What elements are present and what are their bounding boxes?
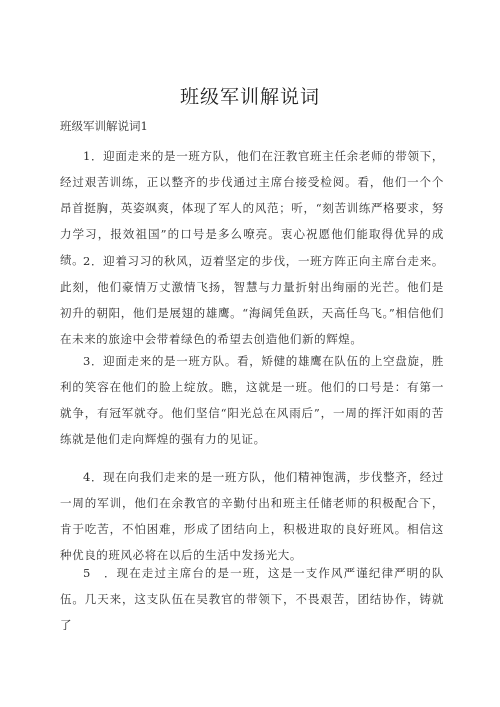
paragraph-2: 2．迎着习习的秋风，迈着坚定的步伐，一班方阵正向主席台走来。此刻，他们豪情万丈激情飞扬，智慧与力量折射出绚丽的光芒。他们是初升的朝阳，他们是展翅的雄鹰。“海阔凭鱼跃，天高任鸟飞。”相信他们在未来的旅途中会带着绿色的希望去创造他们新的辉煌。 bbox=[60, 254, 444, 346]
document-subtitle: 班级军训解说词1 bbox=[60, 119, 148, 133]
paragraph-1: 1．迎面走来的是一班方队，他们在汪教官班主任余老师的带领下，经过艰苦训练，正以整齐的步伐通过主席台接受检阅。看，他们一个个昂首挺胸，英姿飒爽，体现了军人的风范；听，“刻苦训练严格要求，努力学习，报效祖国”的口号是多么嘹亮。衷心祝愿他们能取得优异的成绩。 bbox=[60, 149, 444, 267]
document-title: 班级军训解说词 bbox=[179, 86, 320, 108]
paragraph-4: 4．现在向我们走来的是一班方队，他们精神饱满，步伐整齐，经过一周的军训，他们在余教官的辛勤付出和班主任储老师的积极配合下，肯于吃苦，不怕困难，形成了团结向上，积极进取的良好班风。相信这种优良的班风必将在以后的生活中发扬光大。 bbox=[60, 470, 444, 562]
paragraph-5: 5 ．现在走过主席台的是一班，这是一支作风严谨纪律严明的队伍。几天来，这支队伍在吴教官的带领下，不畏艰苦，团结协作，铸就了 bbox=[60, 566, 444, 632]
paragraph-3: 3．迎面走来的是一班方队。看，矫健的雄鹰在队伍的上空盘旋，胜利的笑容在他们的脸上绽放。瞧，这就是一班。他们的口号是：有第一就争，有冠军就夺。他们坚信“阳光总在风雨后”，一周的挥汗如雨的苦练就是他们走向辉煌的强有力的见证。 bbox=[60, 354, 444, 446]
